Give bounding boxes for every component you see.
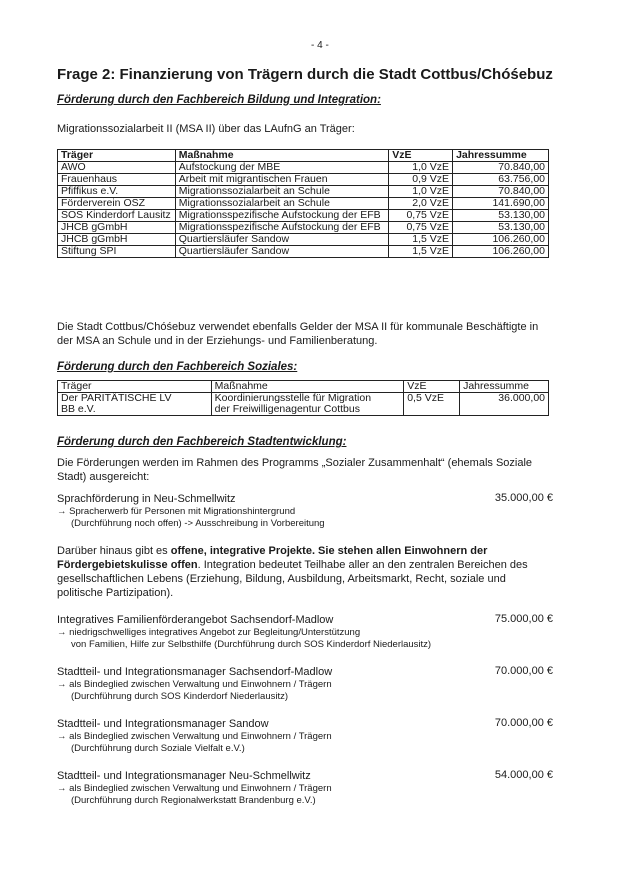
column-header: Jahressumme xyxy=(460,381,549,393)
cell-massnahme: Quartiersläufer Sandow xyxy=(175,234,389,246)
table-row xyxy=(58,174,549,186)
item-amount: 54.000,00 € xyxy=(494,769,553,781)
cell-massnahme: Migrationsspezifische Aufstockung der EFB xyxy=(175,222,389,234)
column-header: Träger xyxy=(58,381,212,393)
item-detail-line2: (Durchführung noch offen) -> Ausschreibung in Vorbereitung xyxy=(71,518,325,529)
table-row xyxy=(58,186,549,198)
section-heading-bildung: Förderung durch den Fachbereich Bildung und Integration: xyxy=(57,94,381,106)
cell-traeger: Förderverein OSZ xyxy=(58,198,176,210)
item-amount: 75.000,00 € xyxy=(494,613,553,625)
item-detail-line2: (Durchführung durch Regionalwerkstatt Brandenburg e.V.) xyxy=(71,795,316,806)
column-header: Träger xyxy=(58,150,176,162)
cell-massnahme: Migrationssozialarbeit an Schule xyxy=(175,186,389,198)
item-title: Stadtteil- und Integrationsmanager Neu-Schmellwitz xyxy=(57,770,311,782)
item-detail-line1: → als Bindeglied zwischen Verwaltung und Einwohnern / Trägern xyxy=(57,731,332,742)
cell-summe: 70.840,00 xyxy=(453,186,549,198)
cell-summe: 63.756,00 xyxy=(453,174,549,186)
cell-massnahme: Aufstockung der MBE xyxy=(175,162,389,174)
item-detail-line2: (Durchführung durch Soziale Vielfalt e.V.) xyxy=(71,743,245,754)
item-detail-line1: → als Bindeglied zwischen Verwaltung und Einwohnern / Trägern xyxy=(57,679,332,690)
item-title: Integratives Familienförderangebot Sachsendorf-Madlow xyxy=(57,614,334,626)
stadt-intro-line1: Die Förderungen werden im Rahmen des Programms „Sozialer Zusammenhalt“ (ehemals Soziale xyxy=(57,457,533,469)
msa-note-line2: der MSA an Schule und in der Erziehungs- und Familienberatung. xyxy=(57,335,378,347)
table-row xyxy=(58,210,549,222)
column-header: Maßnahme xyxy=(175,150,389,162)
column-header: Jahressumme xyxy=(453,150,549,162)
cell-summe: 106.260,00 xyxy=(453,246,549,258)
para-bold: offene, integrative Projekte. Sie stehen allen Einwohnern der xyxy=(170,545,488,557)
cell-vze: 0,5 VzE xyxy=(404,393,460,416)
item-detail-line1: → niedrigschwelliges integratives Angebot zur Begleitung/Unterstützung xyxy=(57,627,361,638)
table-header-row xyxy=(58,381,549,393)
item-title: Stadtteil- und Integrationsmanager Sachsendorf-Madlow xyxy=(57,666,333,678)
cell-traeger: Pfiffikus e.V. xyxy=(58,186,176,198)
item-title: Stadtteil- und Integrationsmanager Sandow xyxy=(57,718,269,730)
column-header: VzE xyxy=(389,150,453,162)
page-number: - 4 - xyxy=(311,40,329,51)
cell-traeger: AWO xyxy=(58,162,176,174)
cell-vze: 1,0 VzE xyxy=(389,186,453,198)
para-line3: gesellschaftlichen Lebens (Erziehung, Bildung, Ausbildung, Arbeitsmarkt, Recht, soziale und xyxy=(57,573,506,585)
cell-vze: 0,9 VzE xyxy=(389,174,453,186)
table-row xyxy=(58,162,549,174)
stadt-intro-line2: Stadt) ausgereicht: xyxy=(57,471,150,483)
table-row xyxy=(58,246,549,258)
cell-traeger: SOS Kinderdorf Lausitz xyxy=(58,210,176,222)
cell-summe: 106.260,00 xyxy=(453,234,549,246)
cell-traeger: Frauenhaus xyxy=(58,174,176,186)
cell-summe: 70.840,00 xyxy=(453,162,549,174)
cell-traeger: Stiftung SPI xyxy=(58,246,176,258)
para-bold: Fördergebietskulisse offen xyxy=(57,559,198,571)
cell-vze: 1,0 VzE xyxy=(389,162,453,174)
cell-traeger-line: Der PARITÄTISCHE LV xyxy=(61,392,172,404)
msa-note-line1: Die Stadt Cottbus/Chóśebuz verwendet ebenfalls Gelder der MSA II für kommunale Beschäftigte in xyxy=(57,321,539,333)
item-detail-line1: → als Bindeglied zwischen Verwaltung und Einwohnern / Trägern xyxy=(57,783,332,794)
table-row xyxy=(58,234,549,246)
table-row xyxy=(58,393,549,416)
item-amount: 35.000,00 € xyxy=(494,492,553,504)
item-title: Sprachförderung in Neu-Schmellwitz xyxy=(57,493,236,505)
column-header: VzE xyxy=(404,381,460,393)
para-text: Darüber hinaus gibt es xyxy=(57,545,171,557)
item-detail-line2: von Familien, Hilfe zur Selbsthilfe (Durchführung durch SOS Kinderdorf Niederlausitz) xyxy=(71,639,432,650)
column-header: Maßnahme xyxy=(211,381,404,393)
cell-massnahme xyxy=(211,393,404,416)
page-title: Frage 2: Finanzierung von Trägern durch die Stadt Cottbus/Chóśebuz xyxy=(57,66,553,83)
section-heading-stadtentwicklung: Förderung durch den Fachbereich Stadtentwicklung: xyxy=(57,436,347,448)
para-text: . Integration bedeutet Teilhabe aller an den zentralen Bereichen des xyxy=(197,559,528,571)
item-amount: 70.000,00 € xyxy=(494,665,553,677)
cell-vze: 0,75 VzE xyxy=(389,222,453,234)
cell-massnahme-line: Koordinierungsstelle für Migration xyxy=(214,392,372,404)
cell-vze: 2,0 VzE xyxy=(389,198,453,210)
msa-table xyxy=(57,149,549,258)
cell-summe: 141.690,00 xyxy=(453,198,549,210)
para-line4: politische Partizipation). xyxy=(57,587,174,599)
cell-vze: 1,5 VzE xyxy=(389,246,453,258)
para-line2 xyxy=(57,558,528,572)
cell-vze: 1,5 VzE xyxy=(389,234,453,246)
cell-massnahme: Migrationssozialarbeit an Schule xyxy=(175,198,389,210)
cell-traeger: JHCB gGmbH xyxy=(58,234,176,246)
para-line1 xyxy=(57,544,487,558)
cell-traeger: JHCB gGmbH xyxy=(58,222,176,234)
soziales-table xyxy=(57,380,549,416)
cell-summe: 53.130,00 xyxy=(453,222,549,234)
table-row xyxy=(58,198,549,210)
section-heading-soziales: Förderung durch den Fachbereich Soziales: xyxy=(57,361,298,373)
table-row xyxy=(58,222,549,234)
item-amount: 70.000,00 € xyxy=(494,717,553,729)
cell-traeger xyxy=(58,393,212,416)
item-detail-line2: (Durchführung durch SOS Kinderdorf Niederlausitz) xyxy=(71,691,289,702)
cell-massnahme: Quartiersläufer Sandow xyxy=(175,246,389,258)
cell-massnahme-line: der Freiwilligenagentur Cottbus xyxy=(214,403,360,415)
cell-massnahme: Arbeit mit migrantischen Frauen xyxy=(175,174,389,186)
cell-vze: 0,75 VzE xyxy=(389,210,453,222)
cell-traeger-line: BB e.V. xyxy=(61,403,96,415)
table-header-row xyxy=(58,150,549,162)
section-intro: Migrationssozialarbeit II (MSA II) über das LAufnG an Träger: xyxy=(57,123,355,135)
cell-summe: 36.000,00 xyxy=(460,393,549,416)
cell-summe: 53.130,00 xyxy=(453,210,549,222)
item-detail-line1: → Spracherwerb für Personen mit Migrationshintergrund xyxy=(57,506,296,517)
cell-massnahme: Migrationsspezifische Aufstockung der EFB xyxy=(175,210,389,222)
